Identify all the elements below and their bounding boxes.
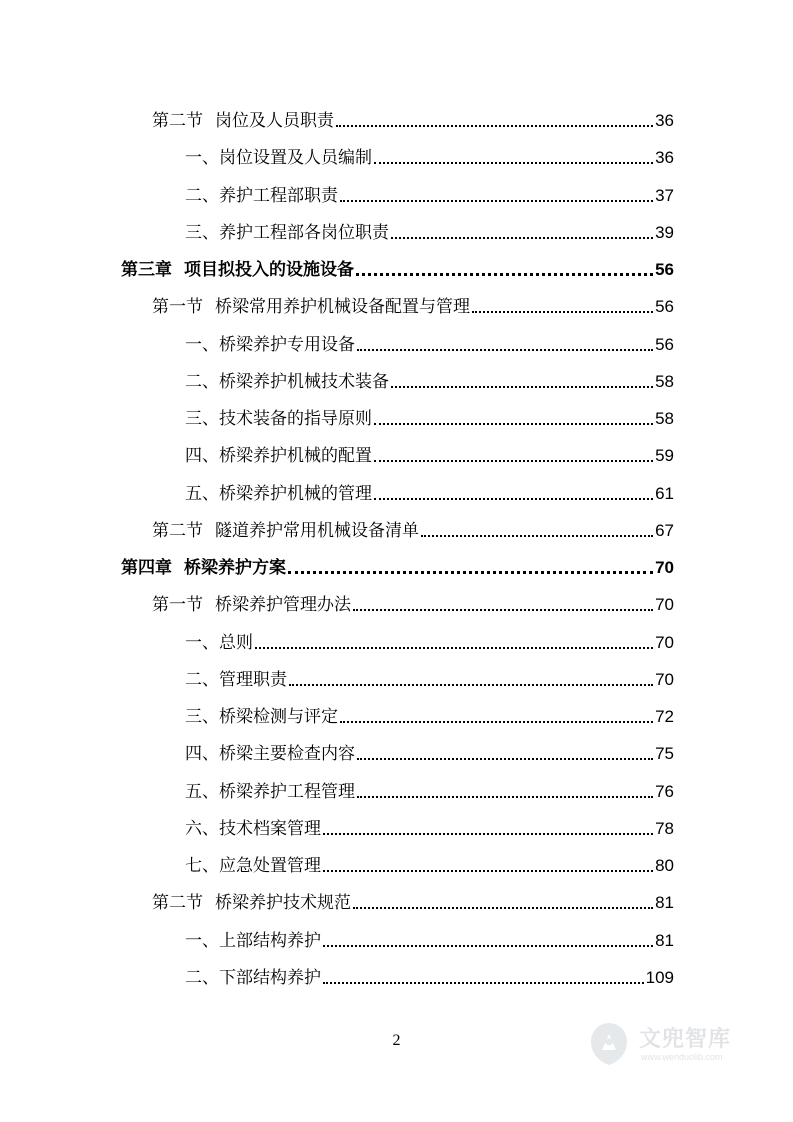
toc-entry[interactable] — [185, 369, 674, 395]
toc-page-number: 70 — [655, 669, 674, 689]
toc-entry-prefix: 一、 — [185, 632, 219, 653]
toc-entry-title — [152, 592, 351, 618]
toc-entry-title — [152, 890, 351, 916]
toc-entry[interactable] — [185, 965, 674, 991]
toc-entry-title — [185, 145, 372, 171]
toc-entry[interactable] — [185, 630, 674, 656]
toc-entry[interactable] — [152, 890, 674, 916]
toc-entry-label: 上部结构养护 — [219, 930, 321, 951]
toc-entry-label: 技术档案管理 — [219, 818, 321, 839]
toc-entry-prefix: 二、 — [185, 967, 219, 988]
toc-page-number: 61 — [655, 483, 674, 503]
toc-entry-title — [185, 816, 321, 842]
toc-entry[interactable] — [185, 145, 674, 171]
toc-entry-title — [185, 481, 372, 507]
toc-dot-leader — [323, 982, 644, 984]
toc-entry[interactable] — [121, 555, 674, 581]
toc-entry-title — [152, 518, 419, 544]
toc-entry-label: 桥梁主要检查内容 — [219, 744, 355, 765]
toc-entry-title — [185, 853, 321, 879]
toc-entry-prefix: 第二节 — [152, 893, 203, 914]
toc-entry-title — [185, 928, 321, 954]
toc-entry-prefix: 四、 — [185, 446, 219, 467]
toc-page-number: 36 — [655, 148, 674, 168]
watermark-title: 文兜智库 — [639, 1027, 732, 1052]
toc-entry-label: 管理职责 — [219, 669, 287, 690]
toc-entry[interactable] — [185, 406, 674, 432]
toc-entry-title — [121, 555, 286, 581]
toc-entry-title — [185, 183, 338, 209]
toc-entry[interactable] — [185, 443, 674, 469]
toc-page-number: 78 — [655, 818, 674, 838]
toc-entry-prefix: 第四章 — [121, 558, 172, 578]
toc-page-number: 67 — [655, 520, 674, 540]
toc-entry-title — [185, 406, 372, 432]
toc-entry-prefix: 三、 — [185, 707, 219, 727]
toc-entry-label: 养护工程部各岗位职责 — [219, 222, 389, 243]
toc-entry-prefix: 二、 — [185, 371, 219, 392]
toc-entry-label: 桥梁养护管理办法 — [215, 595, 351, 616]
toc-entry-label: 桥梁检测与评定 — [219, 707, 338, 727]
toc-dot-leader — [374, 460, 653, 462]
toc-entry-label: 隧道养护常用机械设备清单 — [215, 520, 419, 541]
toc-entry-label: 技术装备的指导原则 — [219, 409, 372, 429]
toc-entry-label: 桥梁养护方案 — [184, 558, 286, 578]
toc-entry-prefix: 二、 — [185, 185, 219, 206]
toc-entry-label: 项目拟投入的设施设备 — [184, 260, 354, 280]
toc-page-number: 109 — [645, 967, 674, 987]
toc-dot-leader — [323, 945, 653, 947]
toc-entry-title — [185, 332, 355, 358]
toc-entry-prefix: 二、 — [185, 669, 219, 690]
toc-page-number: 75 — [655, 744, 674, 764]
toc-page-number: 39 — [655, 222, 674, 242]
toc-entry-prefix: 第三章 — [121, 260, 172, 280]
toc-page-number: 76 — [655, 781, 674, 801]
toc-entry-title — [185, 220, 389, 246]
toc-dot-leader — [356, 273, 653, 276]
toc-entry[interactable] — [185, 853, 674, 879]
toc-entry-prefix: 五、 — [185, 483, 219, 504]
toc-page-number: 80 — [655, 856, 674, 875]
toc-entry-title — [185, 779, 355, 805]
toc-entry[interactable] — [185, 481, 674, 507]
toc-entry[interactable] — [185, 667, 674, 693]
watermark-logo — [585, 1018, 765, 1078]
toc-entry-title — [185, 704, 338, 730]
toc-page-number: 56 — [655, 334, 674, 354]
toc-entry-label: 下部结构养护 — [219, 967, 321, 988]
toc-page-number: 70 — [655, 632, 674, 652]
toc-dot-leader — [340, 721, 653, 723]
toc-entry-label: 养护工程部职责 — [219, 185, 338, 206]
toc-entry-prefix: 七、 — [185, 856, 219, 876]
toc-entry[interactable] — [185, 816, 674, 842]
toc-dot-leader — [336, 125, 653, 127]
toc-entry-label: 桥梁养护技术规范 — [215, 893, 351, 914]
toc-entry-title — [185, 369, 389, 395]
toc-dot-leader — [323, 833, 653, 835]
toc-page-number: 70 — [655, 595, 674, 615]
toc-entry-title — [121, 257, 354, 283]
toc-dot-leader — [340, 200, 653, 202]
toc-entry-prefix: 第二节 — [152, 520, 203, 541]
toc-dot-leader — [391, 237, 653, 239]
toc-entry-prefix: 五、 — [185, 781, 219, 802]
toc-entry-prefix: 三、 — [185, 409, 219, 429]
toc-page-number: 81 — [655, 893, 674, 913]
toc-entry[interactable] — [185, 220, 674, 246]
toc-dot-leader — [353, 609, 653, 611]
toc-entry[interactable] — [185, 704, 674, 730]
toc-entry-title — [185, 667, 287, 693]
toc-dot-leader — [374, 162, 653, 164]
toc-dot-leader — [357, 349, 653, 351]
toc-entry-label: 桥梁养护机械的管理 — [219, 483, 372, 504]
toc-entry-label: 桥梁养护机械技术装备 — [219, 371, 389, 392]
toc-entry-label: 桥梁养护机械的配置 — [219, 446, 372, 467]
toc-entry-title — [185, 630, 253, 656]
toc-dot-leader — [357, 758, 653, 760]
toc-entry-label: 桥梁养护工程管理 — [219, 781, 355, 802]
toc-entry-prefix: 三、 — [185, 222, 219, 243]
toc-entry[interactable] — [185, 741, 674, 767]
toc-entry-label: 岗位设置及人员编制 — [219, 148, 372, 169]
toc-page-number: 59 — [655, 446, 674, 466]
toc-entry-title — [185, 443, 372, 469]
toc-entry[interactable] — [185, 779, 674, 805]
toc-page-number: 36 — [655, 111, 674, 130]
toc-entry-prefix: 六、 — [185, 818, 219, 839]
toc-page-number: 70 — [655, 558, 674, 577]
toc-dot-leader — [323, 870, 653, 872]
toc-entry[interactable] — [152, 108, 674, 134]
toc-entry-label: 岗位及人员职责 — [215, 111, 334, 131]
toc-entry-title — [185, 741, 355, 767]
toc-page-number: 72 — [655, 707, 674, 726]
toc-dot-leader — [421, 535, 653, 537]
toc-dot-leader — [472, 311, 653, 313]
toc-entry-prefix: 第一节 — [152, 297, 203, 318]
toc-entry-title — [152, 294, 470, 320]
toc-dot-leader — [353, 907, 653, 909]
watermark-icon — [585, 1020, 633, 1068]
toc-entry-title — [152, 108, 334, 134]
toc-entry-prefix: 一、 — [185, 334, 219, 355]
toc-dot-leader — [374, 498, 653, 500]
toc-entry-label: 桥梁常用养护机械设备配置与管理 — [215, 297, 470, 318]
toc-page-number: 81 — [655, 930, 674, 950]
toc-entry[interactable] — [152, 592, 674, 618]
toc-entry-prefix: 一、 — [185, 148, 219, 169]
toc-entry-label: 应急处置管理 — [219, 856, 321, 876]
toc-entry[interactable] — [185, 332, 674, 358]
toc-entry[interactable] — [121, 257, 674, 283]
toc-dot-leader — [288, 571, 653, 574]
toc-page-number: 58 — [655, 409, 674, 428]
toc-dot-leader — [391, 386, 653, 388]
toc-page-number: 58 — [655, 371, 674, 391]
toc-entry-label: 桥梁养护专用设备 — [219, 334, 355, 355]
toc-dot-leader — [255, 647, 653, 649]
toc-dot-leader — [374, 423, 653, 425]
toc-dot-leader — [289, 684, 653, 686]
toc-entry[interactable] — [152, 294, 674, 320]
watermark-url: www.wenduolib.com — [641, 1052, 723, 1062]
toc-dot-leader — [357, 796, 653, 798]
toc-entry[interactable] — [185, 928, 674, 954]
toc-entry-prefix: 一、 — [185, 930, 219, 951]
toc-entry[interactable] — [152, 518, 674, 544]
toc-entry-prefix: 第二节 — [152, 111, 203, 131]
toc-page-number: 56 — [655, 297, 674, 317]
toc-entry-label: 总则 — [219, 632, 253, 653]
page-number: 2 — [392, 1032, 401, 1049]
toc-page-number: 56 — [655, 260, 674, 279]
toc-entry-prefix: 第一节 — [152, 595, 203, 616]
toc-entry-title — [185, 965, 321, 991]
toc-page-number: 37 — [655, 185, 674, 205]
toc-entry[interactable] — [185, 183, 674, 209]
toc-entry-prefix: 四、 — [185, 744, 219, 765]
